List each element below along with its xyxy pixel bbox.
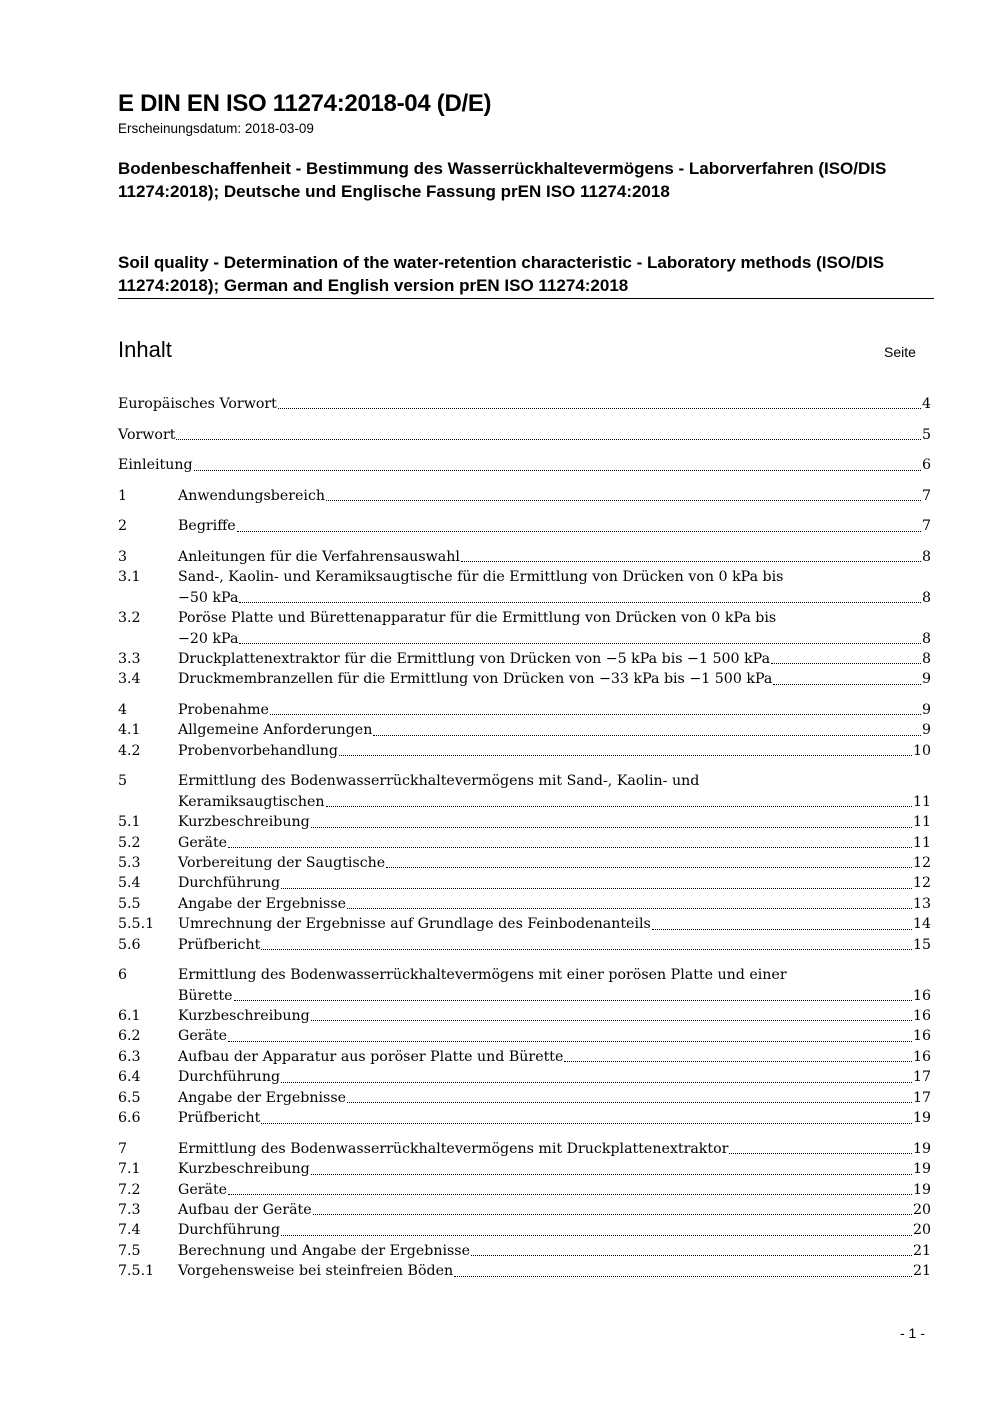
toc-entry[interactable] — [118, 873, 931, 893]
toc-entry-number: 7 — [118, 1140, 128, 1157]
toc-entry-page: 4 — [921, 396, 931, 412]
toc-entry[interactable] — [118, 833, 931, 853]
toc-entry-number: 3.3 — [118, 651, 141, 667]
toc-entry[interactable] — [118, 425, 931, 445]
toc-entry-number: 7.1 — [118, 1161, 141, 1178]
toc-dot-leader — [461, 561, 921, 562]
toc-entry-title: Prüfbericht — [178, 1110, 261, 1127]
toc-entry[interactable] — [118, 965, 931, 1006]
toc-entry[interactable] — [118, 1220, 931, 1240]
toc-entry-number: 5.5 — [118, 895, 141, 912]
toc-entry-page: 15 — [912, 936, 931, 953]
toc-entry-page: 11 — [912, 793, 931, 810]
toc-entry-page: 5 — [921, 426, 931, 443]
toc-entry-title: Kurzbeschreibung — [178, 1161, 310, 1178]
toc-dot-leader — [237, 531, 921, 532]
page-column-heading: Seite — [884, 344, 916, 360]
toc-entry-number: 6.3 — [118, 1048, 141, 1065]
toc-entry-title: Prüfbericht — [178, 936, 261, 953]
toc-entry-page: 16 — [912, 1028, 931, 1045]
toc-entry-title: Kurzbeschreibung — [178, 1008, 310, 1025]
toc-entry-title-line1: Poröse Platte und Bürettenapparatur für die Ermittlung von Drücken von 0 kPa bis — [178, 610, 777, 627]
toc-dot-leader — [228, 1194, 912, 1195]
toc-dot-leader — [652, 929, 912, 930]
toc-entry-number: 6.2 — [118, 1028, 141, 1045]
toc-entry-title: Durchführung — [178, 875, 281, 892]
toc-entry[interactable] — [118, 1067, 931, 1087]
toc-entry[interactable] — [118, 700, 931, 720]
toc-entry-number: 6.5 — [118, 1089, 141, 1106]
document-id: E DIN EN ISO 11274:2018-04 (D/E) — [118, 90, 492, 117]
toc-entry-title-line2: −20 kPa — [178, 630, 239, 647]
toc-entry-page: 10 — [912, 742, 931, 759]
toc-entry-title: Begriffe — [178, 518, 236, 535]
toc-entry[interactable] — [118, 914, 931, 934]
toc-entry-title-line1: Ermittlung des Bodenwasserrückhaltevermögens mit Sand-, Kaolin- und — [178, 773, 700, 790]
toc-entry-page: 17 — [912, 1069, 931, 1086]
toc-entry[interactable] — [118, 935, 931, 955]
toc-entry[interactable] — [118, 1159, 931, 1179]
toc-entry-title: Angabe der Ergebnisse — [178, 1089, 347, 1106]
toc-entry-page: 7 — [921, 518, 931, 535]
toc-entry-title: Anleitungen für die Verfahrensauswahl — [178, 548, 460, 565]
toc-dot-leader — [261, 949, 912, 950]
toc-entry-page: 14 — [912, 916, 931, 933]
toc-dot-leader — [326, 806, 912, 807]
toc-entry-number: 2 — [118, 518, 128, 535]
toc-dot-leader — [773, 684, 921, 685]
toc-entry-number: 6.1 — [118, 1008, 141, 1025]
toc-dot-leader — [239, 643, 921, 644]
toc-dot-leader — [228, 847, 912, 848]
toc-dot-leader — [347, 1102, 912, 1103]
toc-entry-title: Geräte — [178, 1028, 228, 1045]
toc-entry[interactable] — [118, 1241, 931, 1261]
toc-entry-number: 5.2 — [118, 834, 141, 851]
toc-dot-leader — [261, 1123, 912, 1124]
toc-dot-leader — [311, 1020, 912, 1021]
toc-entry-number: 6 — [118, 967, 128, 984]
toc-entry[interactable] — [118, 894, 931, 914]
toc-entry-page: 20 — [912, 1201, 931, 1218]
toc-entry-number: 5.3 — [118, 855, 141, 872]
toc-entry-number: 4.1 — [118, 722, 141, 739]
toc-entry-title: Vorbereitung der Saugtische — [178, 855, 386, 872]
toc-entry-number: 5 — [118, 773, 128, 790]
toc-entry-number: 3 — [118, 548, 128, 565]
toc-dot-leader — [228, 1041, 912, 1042]
toc-entry[interactable] — [118, 486, 931, 506]
toc-entry[interactable] — [118, 394, 931, 414]
toc-dot-leader — [326, 500, 921, 501]
toc-entry-page: 19 — [912, 1140, 931, 1157]
toc-entry-title: Geräte — [178, 834, 228, 851]
toc-entry-page: 20 — [912, 1222, 931, 1239]
title-english: Soil quality - Determination of the water-retention characteristic - Laboratory methods (ISO/DIS 11274:2018); German and English version prEN ISO 11274:2018 — [118, 253, 885, 295]
toc-entry-title: Einleitung — [118, 457, 193, 474]
toc-entry[interactable] — [118, 1180, 931, 1200]
toc-entry-page: 9 — [921, 722, 931, 739]
toc-entry-page: 17 — [912, 1089, 931, 1106]
toc-entry[interactable] — [118, 649, 931, 669]
table-of-contents — [118, 394, 931, 1282]
toc-entry-page: 8 — [921, 589, 931, 606]
toc-entry-number: 3.4 — [118, 671, 141, 688]
toc-entry-number: 6.4 — [118, 1069, 141, 1086]
toc-dot-leader — [454, 1276, 912, 1277]
toc-dot-leader — [239, 602, 921, 603]
toc-entry[interactable] — [118, 1139, 931, 1159]
toc-dot-leader — [771, 663, 921, 664]
toc-dot-leader — [347, 908, 912, 909]
toc-entry-page: 16 — [912, 987, 931, 1004]
toc-dot-leader — [311, 1174, 912, 1175]
toc-entry-title: Europäisches Vorwort — [118, 396, 277, 412]
toc-entry-title: Ermittlung des Bodenwasserrückhaltevermögens mit Druckplattenextraktor — [178, 1140, 729, 1157]
toc-dot-leader — [281, 1082, 912, 1083]
toc-entry[interactable] — [118, 720, 931, 740]
toc-entry-title: Angabe der Ergebnisse — [178, 895, 347, 912]
toc-dot-leader — [176, 439, 921, 440]
title-rule — [118, 298, 934, 299]
toc-entry-number: 5.6 — [118, 936, 141, 953]
toc-entry-number: 3.2 — [118, 610, 141, 627]
toc-entry-number: 7.5.1 — [118, 1263, 155, 1280]
toc-entry-number: 5.1 — [118, 814, 141, 831]
toc-entry-number: 1 — [118, 487, 128, 504]
toc-entry-page: 8 — [921, 651, 931, 667]
toc-entry-number: 6.6 — [118, 1110, 141, 1127]
toc-dot-leader — [313, 1214, 912, 1215]
toc-entry-page: 11 — [912, 834, 931, 851]
toc-dot-leader — [729, 1153, 912, 1154]
toc-entry-title-line1: Sand-, Kaolin- und Keramiksaugtische für die Ermittlung von Drücken von 0 kPa bis — [178, 569, 784, 586]
toc-entry-title-line2: Bürette — [178, 987, 233, 1004]
toc-entry-number: 7.4 — [118, 1222, 141, 1239]
toc-entry-page: 12 — [912, 855, 931, 872]
toc-entry-title: Aufbau der Apparatur aus poröser Platte und Bürette — [178, 1048, 564, 1065]
toc-entry-page: 13 — [912, 895, 931, 912]
toc-entry[interactable] — [118, 1108, 931, 1128]
toc-entry-title: Berechnung und Angabe der Ergebnisse — [178, 1242, 470, 1259]
toc-entry-number: 4.2 — [118, 742, 141, 759]
toc-entry-number: 3.1 — [118, 569, 141, 586]
toc-entry[interactable] — [118, 455, 931, 475]
toc-entry-title: Druckplattenextraktor für die Ermittlung von Drücken von −5 kPa bis −1 500 kPa — [178, 651, 771, 667]
toc-entry[interactable] — [118, 853, 931, 873]
toc-entry-page: 21 — [912, 1263, 931, 1280]
toc-entry-title-line1: Ermittlung des Bodenwasserrückhaltevermögens mit einer porösen Platte und einer — [178, 967, 787, 984]
toc-entry-title: Aufbau der Geräte — [178, 1201, 312, 1218]
toc-dot-leader — [281, 1235, 912, 1236]
toc-entry-number: 4 — [118, 702, 128, 718]
toc-dot-leader — [311, 827, 912, 828]
toc-entry[interactable] — [118, 741, 931, 761]
toc-entry-page: 19 — [912, 1110, 931, 1127]
toc-entry-page: 19 — [912, 1161, 931, 1178]
toc-entry-title: Umrechnung der Ergebnisse auf Grundlage des Feinbodenanteils — [178, 916, 651, 933]
toc-dot-leader — [564, 1061, 912, 1062]
toc-dot-leader — [278, 408, 921, 409]
toc-entry[interactable] — [118, 1026, 931, 1046]
toc-entry[interactable] — [118, 1006, 931, 1026]
toc-entry-title-line2: Keramiksaugtischen — [178, 793, 325, 810]
toc-entry-page: 8 — [921, 630, 931, 647]
toc-entry[interactable] — [118, 516, 931, 536]
toc-entry[interactable] — [118, 1047, 931, 1067]
toc-entry[interactable] — [118, 771, 931, 812]
contents-heading: Inhalt — [118, 337, 172, 362]
toc-dot-leader — [471, 1255, 912, 1256]
toc-entry-title: Durchführung — [178, 1069, 281, 1086]
toc-entry[interactable] — [118, 1088, 931, 1108]
publication-date: Erscheinungsdatum: 2018-03-09 — [118, 121, 314, 136]
toc-entry-title: Allgemeine Anforderungen — [178, 722, 373, 739]
toc-entry[interactable] — [118, 812, 931, 832]
toc-entry[interactable] — [118, 547, 931, 567]
toc-dot-leader — [339, 755, 912, 756]
toc-entry[interactable] — [118, 1261, 931, 1281]
toc-entry-page: 21 — [912, 1242, 931, 1259]
toc-dot-leader — [373, 735, 921, 736]
toc-entry-title: Probenahme — [178, 702, 269, 718]
toc-dot-leader — [281, 888, 912, 889]
toc-entry-title: Probenvorbehandlung — [178, 742, 339, 759]
toc-entry-page: 8 — [921, 548, 931, 565]
title-german: Bodenbeschaffenheit - Bestimmung des Wasserrückhaltevermögens - Laborverfahren (ISO/DIS 11274:2018); Deutsche und Englische Fassung prEN ISO 11274:2018 — [118, 159, 887, 201]
toc-entry-title: Durchführung — [178, 1222, 281, 1239]
toc-entry-page: 16 — [912, 1008, 931, 1025]
toc-entry-title: Vorgehensweise bei steinfreien Böden — [178, 1263, 454, 1280]
toc-dot-leader — [386, 867, 912, 868]
toc-entry-page: 9 — [921, 702, 931, 718]
toc-entry-number: 7.5 — [118, 1242, 141, 1259]
toc-entry-title: Vorwort — [118, 426, 176, 443]
toc-entry-page: 19 — [912, 1181, 931, 1198]
toc-dot-leader — [270, 714, 921, 715]
toc-entry-page: 16 — [912, 1048, 931, 1065]
toc-entry-title: Geräte — [178, 1181, 228, 1198]
toc-entry-title: Druckmembranzellen für die Ermittlung von Drücken von −33 kPa bis −1 500 kPa — [178, 671, 773, 688]
toc-entry-page: 12 — [912, 875, 931, 892]
toc-entry-title-line2: −50 kPa — [178, 589, 239, 606]
toc-dot-leader — [194, 470, 921, 471]
toc-entry[interactable] — [118, 567, 931, 608]
toc-entry-page: 7 — [921, 487, 931, 504]
toc-entry-number: 7.3 — [118, 1201, 141, 1218]
toc-entry[interactable] — [118, 608, 931, 649]
page-number: - 1 - — [900, 1325, 925, 1341]
toc-entry-title: Kurzbeschreibung — [178, 814, 310, 831]
toc-dot-leader — [234, 1000, 912, 1001]
toc-entry-page: 11 — [912, 814, 931, 831]
toc-entry-number: 5.4 — [118, 875, 141, 892]
toc-entry-number: 5.5.1 — [118, 916, 155, 933]
toc-entry-number: 7.2 — [118, 1181, 141, 1198]
toc-entry-page: 9 — [921, 671, 931, 688]
toc-entry-title: Anwendungsbereich — [178, 487, 326, 504]
toc-entry[interactable] — [118, 1200, 931, 1220]
toc-entry[interactable] — [118, 669, 931, 689]
toc-entry-page: 6 — [921, 457, 931, 474]
